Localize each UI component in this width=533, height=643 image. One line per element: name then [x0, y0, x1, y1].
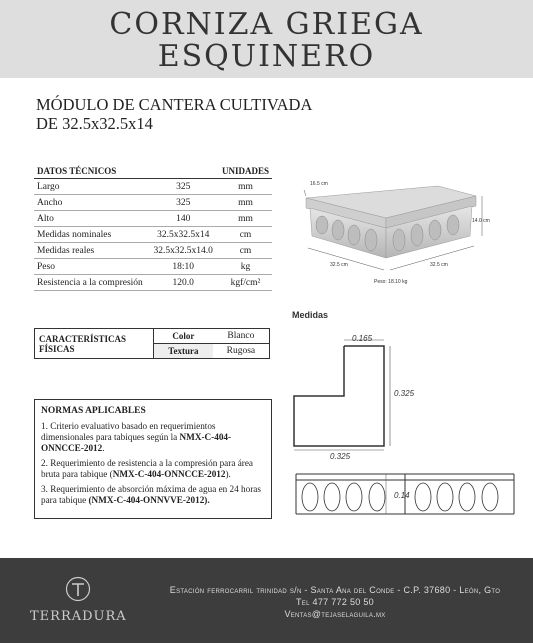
- norm-item-1: 1. Criterio evaluativo basado en requerimientos dimensionales para tabiques según la NMX-C-404-ONNCCE-2012.: [41, 421, 232, 453]
- title-line-2: ESQUINERO: [157, 39, 376, 74]
- brand-logo: [30, 576, 127, 624]
- cell-label: Ancho: [34, 195, 147, 211]
- cell-value: 18:10: [147, 259, 219, 275]
- dim-label-height: 14.0 cm: [472, 218, 490, 224]
- norm-2-code: NMX-C-404-ONNCCE-2012: [112, 469, 226, 479]
- tech-header-row: [34, 163, 272, 179]
- table-row: [34, 211, 272, 227]
- email: Ventas@tejaselaguila.mx: [284, 609, 386, 619]
- technical-drawing: [290, 330, 520, 535]
- color-label: Color: [154, 329, 213, 344]
- cell-unit: mm: [219, 211, 272, 227]
- norms-box: [34, 399, 272, 519]
- table-row: [34, 195, 272, 211]
- cell-value: 140: [147, 211, 219, 227]
- cell-value: 325: [147, 179, 219, 195]
- cell-value: 120.0: [147, 275, 219, 291]
- dim-014: 0.14: [394, 491, 410, 500]
- cell-label: Largo: [34, 179, 147, 195]
- norm-2-text: 2. Requerimiento de resistencia a la compresión para área bruta para tabique (: [41, 458, 253, 479]
- address: Estación ferrocarril trinidad s/n - Santa Ana del Conde - C.P. 37680 - León, Gto: [169, 585, 501, 595]
- measurements-heading: Medidas: [292, 310, 329, 320]
- cell-unit: mm: [219, 179, 272, 195]
- characteristics-table: [34, 328, 270, 359]
- cell-unit: kg: [219, 259, 272, 275]
- tech-header-label: DATOS TÉCNICOS: [34, 163, 147, 179]
- phone: Tel 477 772 50 50: [296, 597, 374, 607]
- texture-value: Rugosa: [226, 346, 256, 356]
- cell-value: 32.5x32.5x14.0: [147, 243, 219, 259]
- cell-label: Alto: [34, 211, 147, 227]
- module-line-1: MÓDULO DE CANTERA CULTIVADA: [36, 95, 313, 114]
- dim-label-right-bottom: 32.5 cm: [430, 262, 448, 268]
- table-row: [34, 259, 272, 275]
- characteristics-title: CARACTERÍSTICAS FÍSICAS: [39, 333, 127, 354]
- weight-label: Peso: 18.10 kg: [374, 279, 408, 285]
- terradura-logo-icon: [65, 576, 91, 602]
- table-row: [34, 227, 272, 243]
- norm-item-3: [41, 484, 265, 506]
- cell-label: Resistencia a la compresión: [34, 275, 147, 291]
- cell-value: 32.5x32.5x14: [147, 227, 219, 243]
- dim-0165: 0.165: [352, 334, 373, 343]
- table-row: [34, 275, 272, 291]
- cell-value: 325: [147, 195, 219, 211]
- dim-0325-h: 0.325: [330, 452, 351, 461]
- tech-data-table: [34, 163, 272, 291]
- norm-item-2: 2. Requerimiento de resistencia a la compresión para área bruta para tabique (NMX-C-404-ONNCCE-2012).: [41, 458, 253, 479]
- cell-unit: kgf/cm²: [219, 275, 272, 291]
- norms-title: NORMAS APLICABLES: [41, 406, 146, 416]
- table-row: [35, 329, 270, 344]
- cell-unit: mm: [219, 195, 272, 211]
- product-illustration: [298, 178, 503, 288]
- tech-header-value: [147, 163, 219, 179]
- table-row: [34, 243, 272, 259]
- norm-1-code: NMX-C-404-ONNCCE-2012: [41, 432, 232, 453]
- plan-and-elevation-svg: [290, 330, 520, 530]
- footer: [0, 558, 533, 643]
- module-title: [36, 95, 312, 133]
- title-line-1: CORNIZA GRIEGA: [109, 7, 424, 42]
- color-value: Blanco: [213, 329, 270, 344]
- cell-label: Medidas nominales: [34, 227, 147, 243]
- header-band: [0, 0, 533, 78]
- cell-unit: cm: [219, 227, 272, 243]
- cornice-corner-image: [298, 178, 503, 283]
- dim-0325-v: 0.325: [394, 389, 415, 398]
- tech-header-units: UNIDADES: [219, 163, 272, 179]
- norm-1-text: 1. Criterio evaluativo basado en requerimientos dimensionales para tabiques según la: [41, 421, 216, 442]
- texture-label: Textura: [154, 344, 213, 359]
- cell-unit: cm: [219, 243, 272, 259]
- dim-label-left-bottom: 32.5 cm: [330, 262, 348, 268]
- brand-name: TERRADURA: [30, 609, 127, 624]
- norm-3-code: (NMX-C-404-ONNVVE-2012).: [88, 495, 210, 505]
- contact-info: [150, 584, 520, 620]
- norm-3-text: 3. Requerimiento de absorción máxima de agua en 24 horas para tabique: [41, 484, 261, 505]
- cell-label: Peso: [34, 259, 147, 275]
- dim-label-top: 16.5 cm: [310, 181, 328, 187]
- cell-label: Medidas reales: [34, 243, 147, 259]
- table-row: [34, 179, 272, 195]
- module-line-2: DE 32.5x32.5x14: [36, 114, 153, 133]
